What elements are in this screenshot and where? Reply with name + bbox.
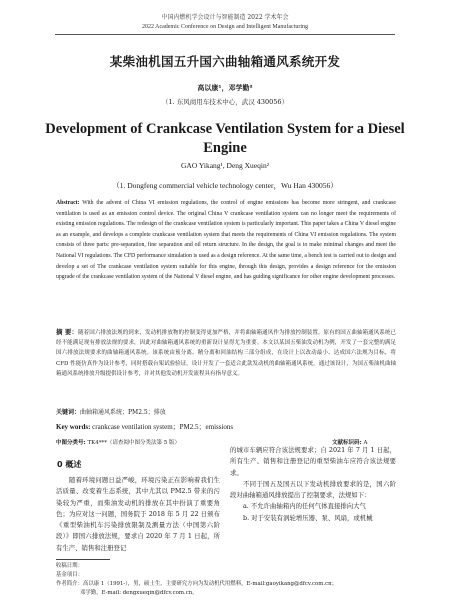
running-header-en: 2022 Academic Conference on Design and Intelligent Manufacturing (141, 24, 309, 30)
paper-title-cn: 某柴油机国五升国六曲轴箱通风系统开发 (109, 54, 341, 69)
footnote-rule (56, 559, 110, 560)
header-rule (55, 34, 395, 35)
list-item: a. 不允许曲轴箱内的任何气体直接排向大气 (243, 502, 366, 511)
authors-cn: 高以康¹，邓学勤² (197, 84, 253, 92)
footnote-author-info-2: 邓学勤，E-mail: dengxueqin@dfcv.com.cn。 (80, 590, 198, 596)
body-paragraph: 随着环境问题日益严峻，环境污染正在影响着我们生活质量、改变着生态系统，其中尤其以 PM2.5 带来的污染较为严重，而柴油发动机的排放在其中扮演了重要角色；为应对这一问题，国务院于 2018 年 5 月 22 日颁布《重型柴油机车污染排放限制及测量方法（中国第六阶段）》即国六排放法规，要求自 2020 年 7 月 1 日起，所有生产、销售和注册登记 (56, 476, 220, 552)
footnote-author-info: 作者简介：高以康 1（1991-），男，硕士生，主要研究方向为发动机代用燃料，E-mail:gaoyikang@dfcv.com.cn； (56, 581, 337, 587)
abstract-en (56, 198, 396, 283)
keywords-en-label: Key words: (56, 423, 91, 431)
keywords-cn-label: 关键词： (56, 409, 81, 416)
section-heading: 0 概述 (57, 460, 82, 469)
running-header-cn: 中国内燃机学会设计与智能制造 2022 学术年会 (161, 14, 289, 21)
body-column-right (230, 445, 396, 524)
body-paragraph: 的城市车辆应符合该法规要求；自 2021 年 7 月 1 日起，所有生产、销售和注册登记的重型柴油车应符合该法规要求。 (230, 446, 396, 477)
clc-code: TK4***（请查阅中图分类法第 5 版） (87, 440, 180, 446)
abstract-cn-label: 摘 要： (56, 328, 79, 336)
doc-code-label: 文献标识码: (332, 440, 362, 446)
paper-title-en: Development of Crankcase Ventilation System for a Diesel Engine (45, 121, 405, 156)
abstract-cn-text: 随着国六排放法规的到来，发动机排放物的控制变得更加严格，并将曲轴箱通风作为排放控制装置。原有的国五曲轴箱通风系统已经不能满足现有排放法规的要求，因此对曲轴箱通风系统的重新设计显得尤为重要。本文以某国五柴油发动机为例，开发了一套完整的满足国六排放法规要求的曲轴箱通风系统。该系统由预分离、精分离和回油结构三部分组成，在设计上以改动最小、达成国六法规为目标，将 CFD 性能仿真作为设计参考，同时搭载台架试验验证，设计开发了一套适合此款发动机的曲轴箱通风系统，通过该设计，为国五柴油机曲轴箱通风系统排放升级提供设计参考，并对其他发动机开发流程具有指导意义。 (56, 330, 396, 377)
footnote-received: 收稿日期： (56, 563, 83, 569)
body-paragraph: 不同于国五及国五以下发动机排放要求的是，国六阶段对曲轴箱通风排放提出了控制要求，法规如下： (230, 479, 396, 500)
authors-en: GAO Yikang¹, Deng Xueqin² (181, 161, 269, 170)
abstract-en-label: Abstract: (56, 200, 80, 206)
clc-label: 中图分类号: (56, 440, 86, 446)
keywords-en (56, 422, 396, 432)
body-column-left (56, 475, 220, 554)
affiliation-cn: （1. 东风商用车技术中心，武汉 430056） (161, 98, 289, 106)
keywords-en-text: crankcase ventilation system；PM2.5；emissions (92, 423, 234, 431)
abstract-en-text: With the advent of China VI emission regulations, the control of engine emissions has become more stringent, and crankcase ventilation is used as an emission control device. The original China V crankcase ventilation system can no longer meet the requirements of existing emission regulations. The redesign of the crankcase ventilation system is particularly important. This paper takes a China V diesel engine as an example, and develops a complete crankcase ventilation system that meets the requirements of China VI emission regulations. The system consists of three parts: pre-separation, fine separation and oil return structure. In the design, the goal is to make minimal changes and meet the National VI regulations. The CFD performance simulation is used as a design reference. At the same time, a bench test is carried out to design and develop a set of The crankcase ventilation system suitable for this engine, through this design, provides a design reference for the emission upgrade of the crankcase ventilation system of the National V diesel engine, and has guiding significance for other engine development processes. (56, 200, 396, 281)
keywords-cn (56, 407, 396, 416)
doc-code: A (363, 440, 368, 446)
keywords-cn-text: 曲轴箱通风系统；PM2.5；排放 (80, 409, 166, 416)
list-item: b. 对于安装有涡轮增压器、泵、风扇，或机械 (243, 513, 373, 522)
footnote-fund: 基金项目： (56, 572, 83, 578)
affiliation-en: （1. Dongfeng commercial vehicle technology center，Wu Han 430056） (112, 181, 338, 190)
abstract-cn (56, 327, 396, 379)
